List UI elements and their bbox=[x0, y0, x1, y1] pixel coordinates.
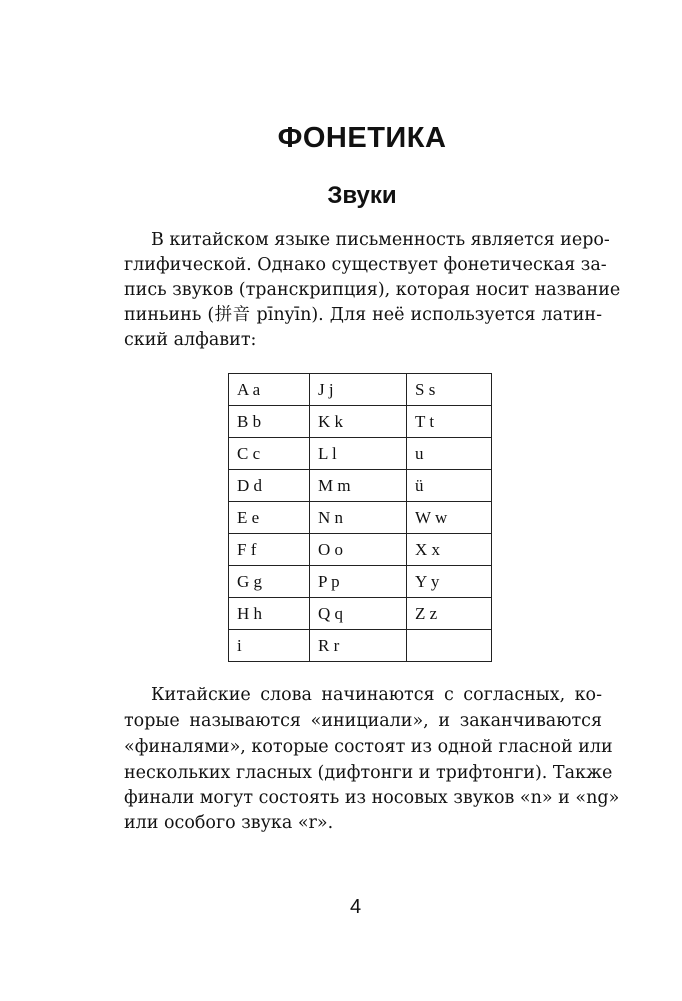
section-title: Звуки bbox=[327, 182, 397, 209]
table-cell: Q q bbox=[310, 598, 407, 630]
table-cell: Y y bbox=[407, 566, 492, 598]
table-cell: J j bbox=[310, 374, 407, 406]
table-cell: T t bbox=[407, 406, 492, 438]
table-row bbox=[229, 630, 492, 662]
table-row bbox=[229, 374, 492, 406]
text-line: торые называются «инициали», и заканчиваются bbox=[124, 711, 602, 731]
table-cell: P p bbox=[310, 566, 407, 598]
text-line: нескольких гласных (дифтонги и трифтонги). Также bbox=[124, 763, 613, 783]
text-line: В китайском языке письменность является иеро- bbox=[151, 230, 610, 250]
table-cell: ü bbox=[407, 470, 492, 502]
table-cell bbox=[407, 630, 492, 662]
table-cell: D d bbox=[229, 470, 310, 502]
table-row bbox=[229, 534, 492, 566]
text-line: глифической. Однако существует фонетическая за- bbox=[124, 255, 607, 275]
table-cell: H h bbox=[229, 598, 310, 630]
text-line: финали могут состоять из носовых звуков «n» и «ng» bbox=[124, 788, 620, 808]
table-row bbox=[229, 598, 492, 630]
text-line: «финалями», которые состоят из одной гласной или bbox=[124, 737, 613, 757]
text-line: пись звуков (транскрипция), которая носит название bbox=[124, 280, 621, 300]
table-cell: K k bbox=[310, 406, 407, 438]
table-cell: B b bbox=[229, 406, 310, 438]
table-cell: F f bbox=[229, 534, 310, 566]
table-cell: N n bbox=[310, 502, 407, 534]
table-row bbox=[229, 470, 492, 502]
table-row bbox=[229, 502, 492, 534]
table-cell: O o bbox=[310, 534, 407, 566]
alphabet-table bbox=[228, 373, 492, 662]
page-number: 4 bbox=[350, 896, 362, 918]
table-row bbox=[229, 406, 492, 438]
table-cell: M m bbox=[310, 470, 407, 502]
text-line: ский алфавит: bbox=[124, 330, 257, 350]
table-row bbox=[229, 438, 492, 470]
text-line: или особого звука «r». bbox=[124, 813, 334, 833]
page-title: ФОНЕТИКА bbox=[277, 122, 447, 154]
table-cell: G g bbox=[229, 566, 310, 598]
table-cell: i bbox=[229, 630, 310, 662]
table-cell: E e bbox=[229, 502, 310, 534]
table-cell: S s bbox=[407, 374, 492, 406]
table-cell: R r bbox=[310, 630, 407, 662]
table-cell: A a bbox=[229, 374, 310, 406]
table-cell: C c bbox=[229, 438, 310, 470]
table-cell: L l bbox=[310, 438, 407, 470]
table-cell: W w bbox=[407, 502, 492, 534]
table-cell: u bbox=[407, 438, 492, 470]
table-row bbox=[229, 566, 492, 598]
table-cell: X x bbox=[407, 534, 492, 566]
table-cell: Z z bbox=[407, 598, 492, 630]
text-line: пиньинь (拼音 pīnyīn). Для неё используется латин- bbox=[124, 305, 602, 325]
text-line: Китайские слова начинаются с согласных, ко- bbox=[151, 685, 602, 705]
